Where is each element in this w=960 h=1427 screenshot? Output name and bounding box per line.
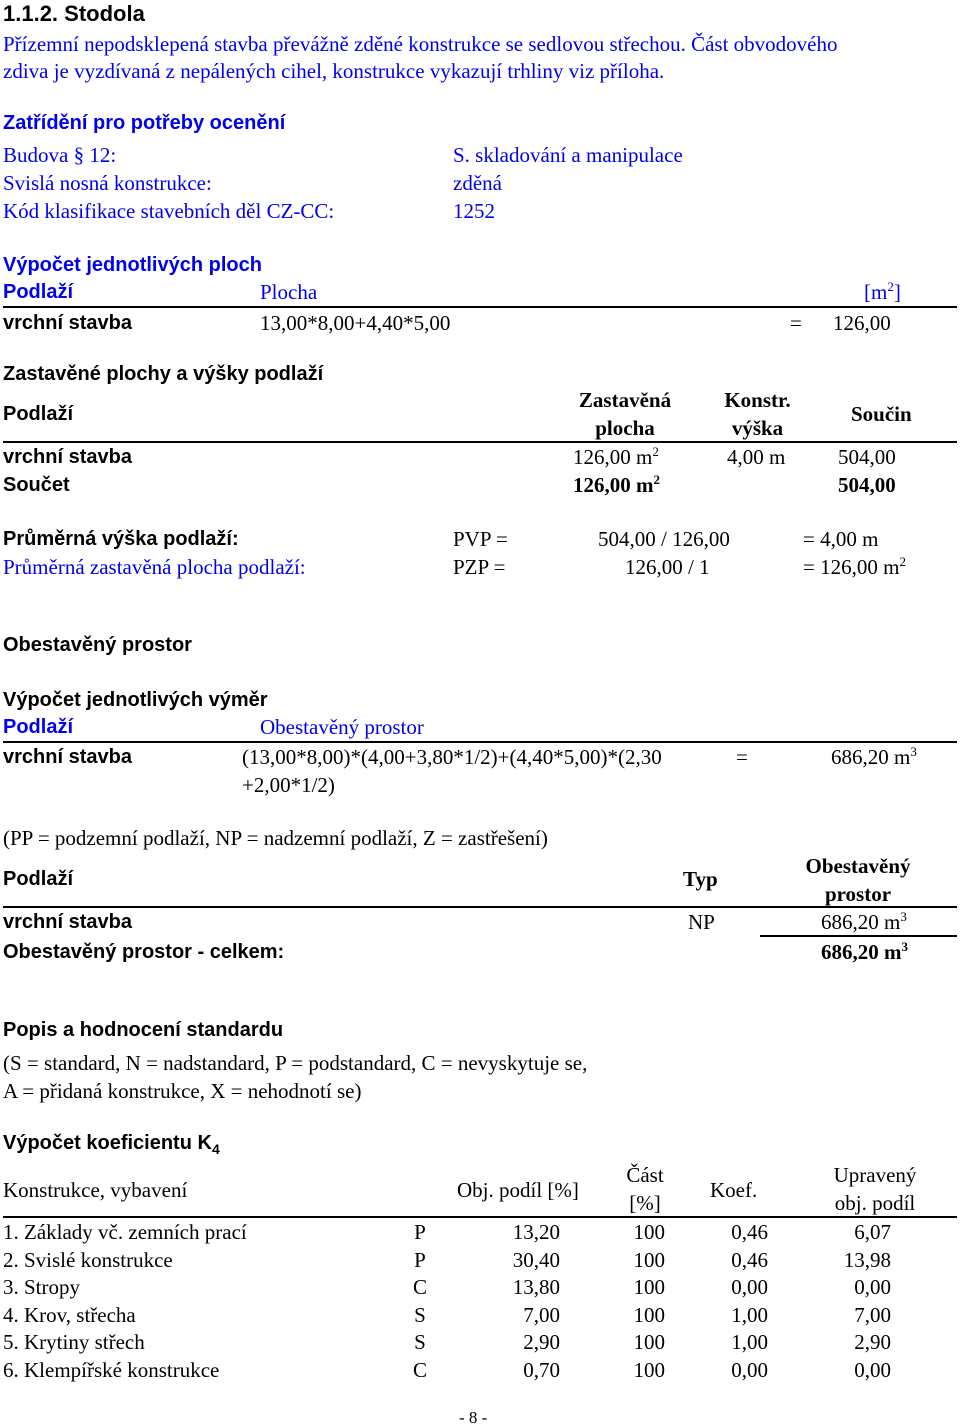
volume-summary-row-floor: vrchní stavba (3, 911, 132, 933)
classification-heading: Zatřídění pro potřeby ocenění (3, 112, 286, 134)
classification-label-structure: Svislá nosná konstrukce: (3, 171, 212, 195)
coef-row-coef: 0,00 (731, 1357, 768, 1382)
coef-col-adj-1: Upravený (833, 1163, 917, 1187)
volume-row-formula-1: (13,00*8,00)*(4,00+3,80*1/2)+(4,40*5,00)*(2,30 (242, 745, 662, 769)
coef-row-adj: 0,00 (854, 1357, 891, 1382)
coef-row-coef: 1,00 (731, 1302, 768, 1327)
standard-legend-2: A = přidaná konstrukce, X = nehodnotí se) (3, 1079, 362, 1103)
coef-row-part: 100 (633, 1302, 665, 1327)
areas-heading: Výpočet jednotlivých ploch (3, 254, 262, 276)
built-col-area-2: plocha (595, 416, 655, 440)
volume-row-eq: = (736, 745, 748, 769)
volume-summary-col-type: Typ (683, 867, 718, 891)
coef-col-adj-2: obj. podíl (834, 1191, 916, 1215)
coef-row-share: 0,70 (523, 1357, 560, 1382)
areas-col-unit: $[m^2]$ (864, 279, 901, 304)
description-line-1: Přízemní nepodsklepená stavba převážně zděné konstrukce se sedlovou střechou. Část obvodového (3, 32, 838, 56)
built-heading: Zastavěné plochy a výšky podlaží (3, 363, 324, 385)
coef-row-part: 100 (633, 1275, 665, 1299)
coef-row-item: 1. Základy vč. zemních prací (3, 1220, 247, 1244)
coef-row-grade: S (414, 1330, 426, 1354)
built-header-rule (3, 441, 957, 443)
volume-summary-row-type: NP (688, 910, 715, 934)
built-row-area: 126,00 $m^2$ (573, 444, 659, 469)
coef-row-adj: 2,90 (854, 1330, 891, 1354)
volume-row-result: 686,20 $m^3$ (831, 744, 917, 769)
coef-row-share: 2,90 (523, 1330, 560, 1354)
volume-summary-row-volume: 686,20 $m^3$ (821, 909, 907, 934)
areas-row-formula: 13,00*8,00+4,40*5,00 (260, 311, 451, 335)
avg-area-label: Průměrná zastavěná plocha podlaží: (3, 555, 306, 579)
built-col-height-2: výška (731, 416, 784, 440)
coef-row-adj: 0,00 (854, 1275, 891, 1299)
avg-height-result: = 4,00 m (803, 527, 879, 551)
coef-row-share: 13,20 (512, 1220, 560, 1244)
coef-row-grade: S (414, 1302, 426, 1327)
coef-row-item: 5. Krytiny střech (3, 1330, 145, 1354)
coef-row-part: 100 (633, 1220, 665, 1244)
volume-subheading: Výpočet jednotlivých výměr (3, 689, 268, 711)
coef-row-adj: 6,07 (854, 1220, 891, 1244)
classification-value-code: 1252 (453, 199, 495, 223)
volume-summary-header-rule (3, 906, 957, 908)
areas-row-eq: = (790, 311, 802, 335)
description-line-2: zdiva je vyzdívaná z nepálených cihel, konstrukce vykazují trhliny viz příloha. (3, 59, 665, 83)
volume-heading: Obestavěný prostor (3, 634, 192, 656)
volume-summary-total-volume: 686,20 $m^3$ (821, 939, 908, 964)
standard-legend-1: (S = standard, N = nadstandard, P = podstandard, C = nevyskytuje se, (3, 1051, 588, 1075)
coef-col-part-1: Část (626, 1163, 664, 1187)
coef-row-part: 100 (633, 1330, 665, 1354)
built-row-floor: vrchní stavba (3, 446, 132, 468)
coef-row-part: 100 (633, 1247, 665, 1272)
classification-label-building: Budova § 12: (3, 143, 117, 167)
coef-row-grade: P (414, 1220, 426, 1244)
volume-header-rule (3, 741, 957, 743)
coef-row-part: 100 (633, 1357, 665, 1382)
areas-col-floor: Podlaží (3, 281, 74, 303)
built-total-area: 126,00 $m^2$ (573, 472, 660, 497)
coef-row-share: 30,40 (512, 1247, 560, 1272)
avg-height-abbr: PVP = (453, 527, 508, 551)
avg-area-abbr: PZP = (453, 555, 506, 579)
volume-row-floor: vrchní stavba (3, 746, 132, 768)
classification-value-structure: zděná (453, 171, 502, 195)
page-number: - 8 - (459, 1408, 488, 1427)
built-col-area-1: Zastavěná (578, 388, 672, 412)
built-row-height: 4,00 m (727, 445, 786, 469)
coef-row-share: 13,80 (512, 1275, 560, 1299)
areas-row-result: 126,00 (833, 311, 891, 335)
avg-area-result: = 126,00 $m^2$ (803, 554, 906, 579)
volume-summary-legend: (PP = podzemní podlaží, NP = nadzemní podlaží, Z = zastřešení) (3, 826, 548, 850)
classification-value-building: S. skladování a manipulace (453, 143, 683, 167)
coef-row-coef: 0,46 (731, 1220, 768, 1244)
classification-label-code: Kód klasifikace stavebních děl CZ-CC: (3, 199, 335, 223)
volume-summary-total-rule (760, 935, 957, 937)
built-col-floor: Podlaží (3, 403, 74, 425)
coef-row-item: 4. Krov, střecha (3, 1302, 136, 1327)
coef-row-coef: 0,00 (731, 1275, 768, 1299)
volume-summary-col-volume-1: Obestavěný (805, 854, 911, 878)
volume-row-formula-2: +2,00*1/2) (242, 773, 335, 797)
volume-summary-total-label: Obestavěný prostor - celkem: (3, 941, 285, 963)
built-row-product: 504,00 (838, 445, 896, 469)
coef-col-coef: Koef. (710, 1178, 758, 1202)
coef-row-item: 2. Svislé konstrukce (3, 1247, 173, 1272)
built-total-label: Součet (3, 474, 70, 496)
volume-col-volume: Obestavěný prostor (260, 715, 424, 739)
volume-summary-col-floor: Podlaží (3, 868, 74, 890)
coef-col-part-2: [%] (629, 1191, 661, 1215)
coef-row-item: 6. Klempířské konstrukce (3, 1357, 220, 1382)
standard-heading: Popis a hodnocení standardu (3, 1019, 284, 1041)
volume-col-floor: Podlaží (3, 716, 74, 738)
section-title: 1.1.2. Stodola (3, 1, 145, 26)
areas-row-floor: vrchní stavba (3, 312, 132, 334)
coef-header-rule (3, 1216, 957, 1218)
coef-row-coef: 0,46 (731, 1247, 768, 1272)
coef-row-adj: 7,00 (854, 1302, 891, 1327)
coef-row-adj: 13,98 (843, 1247, 891, 1272)
coef-heading: Výpočet koeficientu $K_4$ (3, 1132, 220, 1157)
built-col-product: Součin (851, 402, 912, 426)
coef-row-item: 3. Stropy (3, 1275, 81, 1299)
areas-col-area: Plocha (260, 280, 318, 304)
coef-row-grade: C (412, 1275, 427, 1299)
built-col-height-1: Konstr. (724, 388, 791, 412)
volume-summary-col-volume-2: prostor (824, 882, 892, 906)
avg-height-label: Průměrná výška podlaží: (3, 528, 239, 550)
avg-height-calc: 504,00 / 126,00 (598, 527, 730, 551)
coef-row-share: 7,00 (523, 1302, 560, 1327)
avg-area-calc: 126,00 / 1 (625, 555, 710, 579)
areas-header-rule (3, 306, 957, 308)
coef-row-grade: C (412, 1357, 427, 1382)
coef-col-item: Konstrukce, vybavení (3, 1178, 188, 1202)
built-total-product: 504,00 (838, 473, 896, 497)
coef-row-grade: P (414, 1247, 426, 1272)
coef-row-coef: 1,00 (731, 1330, 768, 1354)
coef-col-share: Obj. podíl [%] (457, 1178, 579, 1202)
